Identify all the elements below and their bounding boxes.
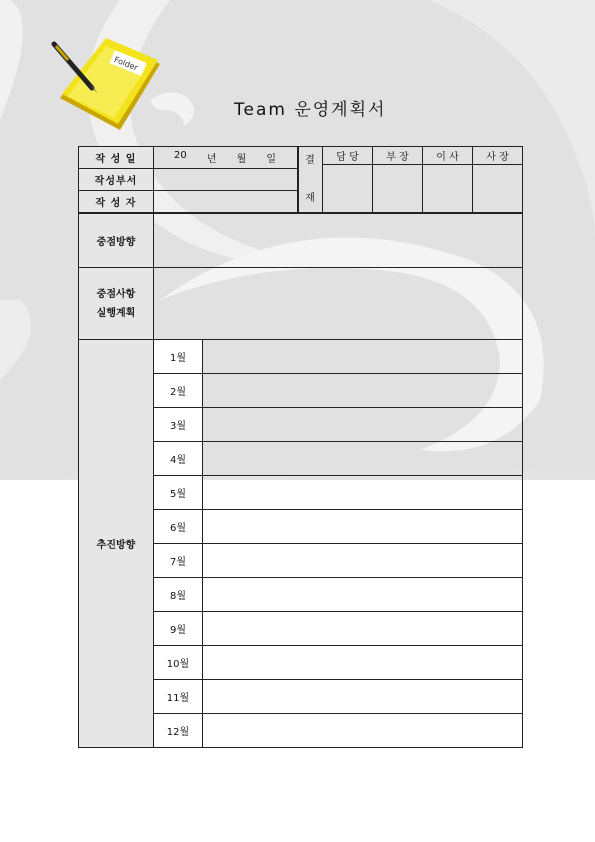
month-label: 3월 <box>154 408 203 442</box>
plan-field[interactable] <box>154 268 523 340</box>
folder-pen-icon <box>48 38 166 134</box>
approval-role-manager: 부 장 <box>373 147 423 165</box>
date-month-unit: 월 <box>236 154 247 165</box>
month-label: 7월 <box>154 544 203 578</box>
month-label: 10월 <box>154 646 203 680</box>
author-label: 작 성 자 <box>79 191 154 213</box>
author-field[interactable] <box>154 191 299 213</box>
month-field[interactable] <box>203 612 523 646</box>
month-label: 2월 <box>154 374 203 408</box>
month-label: 9월 <box>154 612 203 646</box>
month-field[interactable] <box>203 408 523 442</box>
month-field[interactable] <box>203 510 523 544</box>
month-label: 12월 <box>154 714 203 748</box>
month-label: 11월 <box>154 680 203 714</box>
month-label: 1월 <box>154 340 203 374</box>
month-label: 8월 <box>154 578 203 612</box>
approval-role-director: 이 사 <box>423 147 473 165</box>
month-label: 4월 <box>154 442 203 476</box>
month-label: 6월 <box>154 510 203 544</box>
date-year: 20 <box>174 150 187 161</box>
month-field[interactable] <box>203 442 523 476</box>
progress-label: 추진방향 <box>79 340 154 748</box>
approval-role-staff: 담 당 <box>323 147 373 165</box>
focus-field[interactable] <box>154 214 523 268</box>
month-label: 5월 <box>154 476 203 510</box>
dept-label: 작성부서 <box>79 169 154 191</box>
approval-sign-manager[interactable] <box>373 165 423 213</box>
date-year-unit: 년 <box>206 154 217 165</box>
page-title: Team 운영계획서 <box>234 100 387 120</box>
focus-label: 중점방향 <box>79 214 154 268</box>
date-day-unit: 일 <box>266 154 276 165</box>
month-field[interactable] <box>203 714 523 748</box>
dept-field[interactable] <box>154 169 299 191</box>
month-field[interactable] <box>203 646 523 680</box>
header-table <box>78 146 299 213</box>
month-field[interactable] <box>203 476 523 510</box>
approval-sign-director[interactable] <box>423 165 473 213</box>
month-field[interactable] <box>203 680 523 714</box>
approval-label: 결 재 <box>298 147 323 213</box>
approval-role-ceo: 사 장 <box>473 147 523 165</box>
approval-sign-staff[interactable] <box>323 165 373 213</box>
approval-table <box>297 146 523 213</box>
plan-table <box>78 213 523 748</box>
plan-label: 중점사항 실행계획 <box>79 268 154 340</box>
month-field[interactable] <box>203 544 523 578</box>
date-field[interactable] <box>154 147 299 169</box>
date-label: 작 성 일 <box>79 147 154 169</box>
month-field[interactable] <box>203 578 523 612</box>
month-field[interactable] <box>203 340 523 374</box>
folder-label: Folder <box>112 54 140 73</box>
approval-sign-ceo[interactable] <box>473 165 523 213</box>
month-field[interactable] <box>203 374 523 408</box>
